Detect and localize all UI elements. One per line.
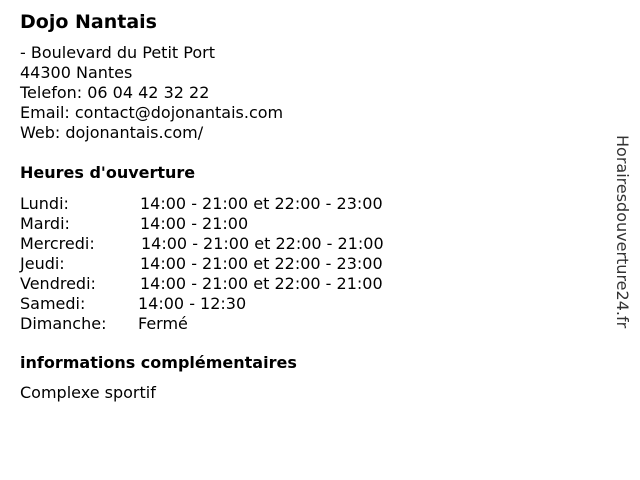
- day-label: Dimanche:: [20, 314, 107, 333]
- phone: Telefon: 06 04 42 32 22: [20, 83, 210, 102]
- city: 44300 Nantes: [20, 63, 133, 82]
- website: Web: dojonantais.com/: [20, 123, 204, 142]
- time-range: 14:00 - 21:00 et 22:00 - 23:00: [140, 194, 383, 213]
- additional-info-text: Complexe sportif: [20, 383, 156, 402]
- time-range: 14:00 - 21:00 et 22:00 - 21:00: [141, 234, 384, 253]
- site-watermark: [612, 135, 632, 375]
- hours-row-thursday: [20, 254, 440, 274]
- hours-row-sunday: [20, 314, 440, 334]
- day-label: Lundi:: [20, 194, 69, 213]
- hours-row-wednesday: [20, 234, 440, 254]
- business-name: Dojo Nantais: [20, 11, 157, 33]
- day-label: Mercredi:: [20, 234, 95, 253]
- time-range: 14:00 - 21:00 et 22:00 - 23:00: [140, 254, 383, 273]
- day-label: Vendredi:: [20, 274, 96, 293]
- day-label: Mardi:: [20, 214, 70, 233]
- day-label: Samedi:: [20, 294, 86, 313]
- hours-row-tuesday: [20, 214, 440, 234]
- day-label: Jeudi:: [20, 254, 65, 273]
- address-block: [20, 43, 283, 143]
- time-range: Fermé: [138, 314, 188, 333]
- email: Email: contact@dojonantais.com: [20, 103, 284, 122]
- time-range: 14:00 - 21:00: [140, 214, 249, 233]
- watermark-text: Horairesdouverture24.fr: [613, 135, 632, 329]
- time-range: 14:00 - 12:30: [138, 294, 247, 313]
- opening-hours-list: [20, 194, 440, 334]
- hours-row-monday: [20, 194, 440, 214]
- time-range: 14:00 - 21:00 et 22:00 - 21:00: [140, 274, 383, 293]
- opening-hours-title: Heures d'ouverture: [20, 163, 196, 182]
- hours-row-saturday: [20, 294, 440, 314]
- additional-info-title: informations complémentaires: [20, 353, 297, 372]
- street-address: - Boulevard du Petit Port: [20, 43, 215, 62]
- hours-row-friday: [20, 274, 440, 294]
